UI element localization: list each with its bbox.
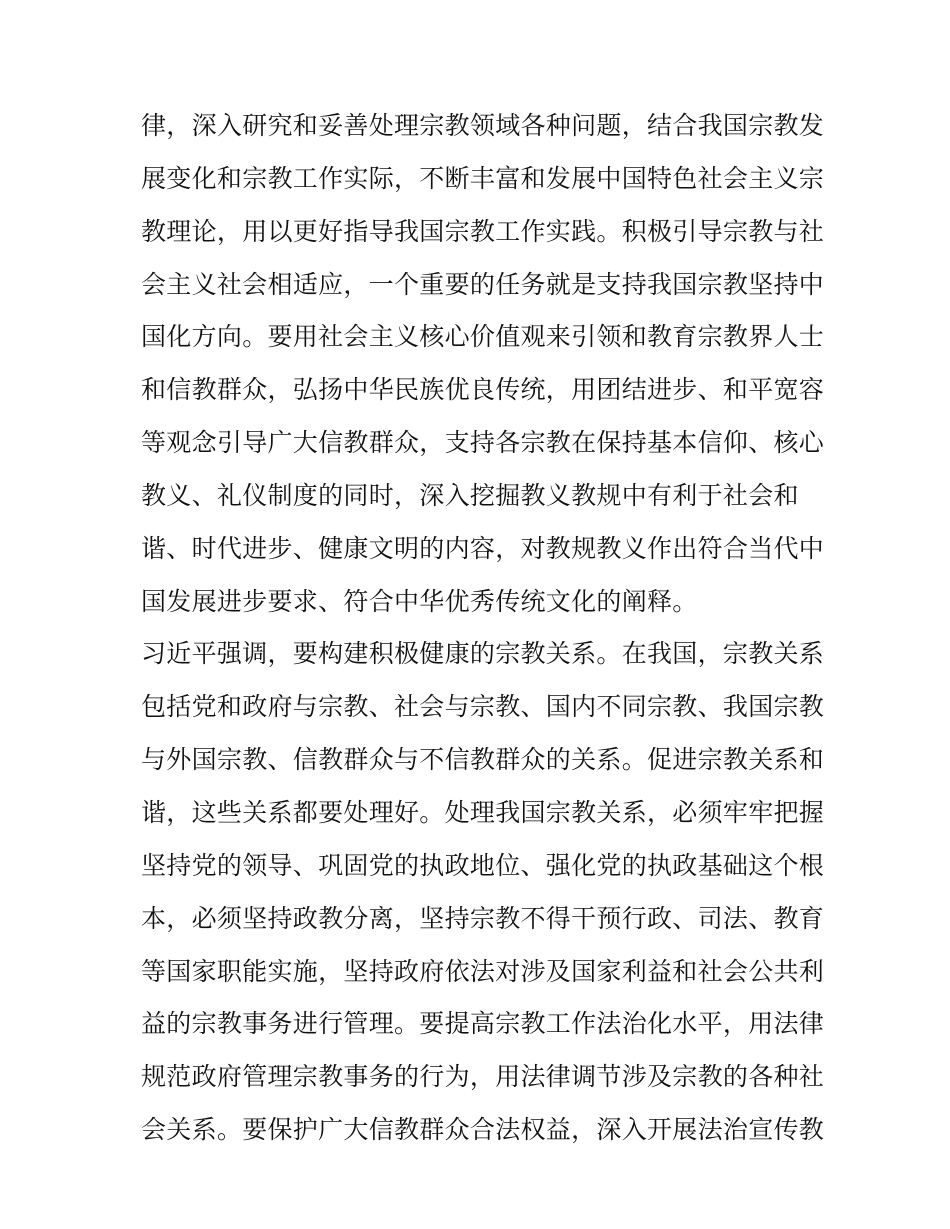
text-line: 教理论，用以更好指导我国宗教工作实践。积极引导宗教与社 (141, 216, 825, 246)
text-line: 等观念引导广大信教群众，支持各宗教在保持基本信仰、核心 (141, 428, 825, 458)
text-line: 等国家职能实施，坚持政府依法对涉及国家利益和社会公共利 (141, 956, 825, 986)
text-line: 包括党和政府与宗教、社会与宗教、国内不同宗教、我国宗教 (141, 692, 825, 722)
text-line: 和信教群众，弘扬中华民族优良传统，用团结进步、和平宽容 (141, 375, 825, 405)
text-line: 益的宗教事务进行管理。要提高宗教工作法治化水平，用法律 (141, 1009, 825, 1039)
text-line: 坚持党的领导、巩固党的执政地位、强化党的执政基础这个根 (141, 850, 825, 880)
text-line: 习近平强调，要构建积极健康的宗教关系。在我国，宗教关系 (141, 639, 825, 669)
text-line: 会关系。要保护广大信教群众合法权益，深入开展法治宣传教 (141, 1115, 825, 1145)
text-line: 律，深入研究和妥善处理宗教领域各种问题，结合我国宗教发 (141, 111, 825, 140)
text-line: 国化方向。要用社会主义核心价值观来引领和教育宗教界人士 (141, 322, 825, 352)
text-line: 谐，这些关系都要处理好。处理我国宗教关系，必须牢牢把握 (141, 797, 825, 827)
text-line: 谐、时代进步、健康文明的内容，对教规教义作出符合当代中 (141, 533, 825, 563)
paragraph-end-line: 国发展进步要求、符合中华优秀传统文化的阐释。 (141, 586, 698, 616)
text-line: 展变化和宗教工作实际，不断丰富和发展中国特色社会主义宗 (141, 163, 825, 193)
text-line: 教义、礼仪制度的同时，深入挖掘教义教规中有利于社会和 (141, 480, 799, 510)
text-line: 本，必须坚持政教分离，坚持宗教不得干预行政、司法、教育 (141, 903, 825, 933)
text-line: 会主义社会相适应，一个重要的任务就是支持我国宗教坚持中 (141, 269, 825, 299)
body-text (141, 106, 825, 1163)
text-line: 与外国宗教、信教群众与不信教群众的关系。促进宗教关系和 (141, 745, 825, 775)
text-line: 规范政府管理宗教事务的行为，用法律调节涉及宗教的各种社 (141, 1062, 825, 1092)
